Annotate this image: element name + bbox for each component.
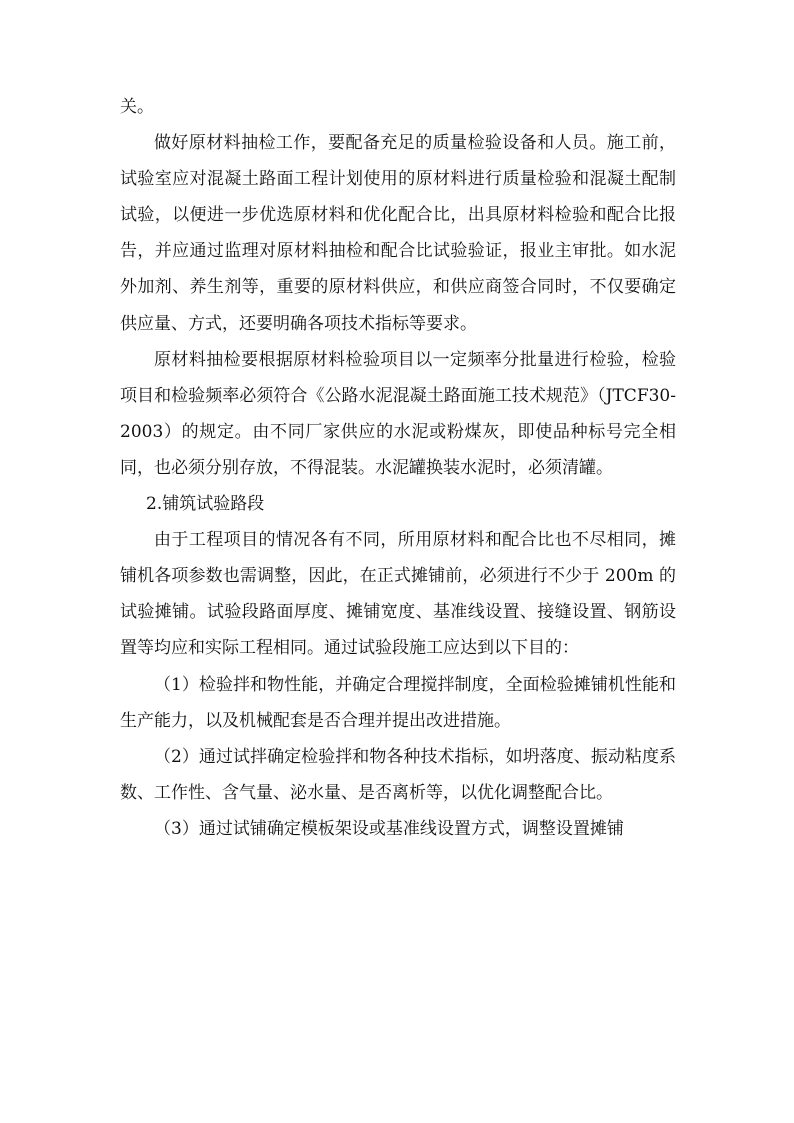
list-item-1: （1）检验拌和物性能，并确定合理搅拌制度，全面检验摊铺机性能和生产能力，以及机械配套是否合理并提出改进措施。 — [120, 674, 676, 731]
section-heading-trial-section: 2.铺筑试验路段 — [146, 494, 265, 515]
paragraph-trial-paving: 由于工程项目的情况各有不同，所用原材料和配合比也不尽相同，摊铺机各项参数也需调整，因此，在正式摊铺前，必须进行不少于 200m 的试验摊铺。试验段路面厚度、摊铺宽度、基准线设置、接缝设置、钢筋设置等均应和实际工程相同。通过试验段施工应达到以下目的： — [120, 530, 676, 659]
paragraph-material-sampling: 做好原材料抽检工作，要配备充足的质量检验设备和人员。施工前，试验室应对混凝土路面工程计划使用的原材料进行质量检验和混凝土配制试验，以便进一步优选原材料和优化配合比，出具原材料检验和配合比报告，并应通过监理对原材料抽检和配合比试验验证，报业主审批。如水泥外加剂、养生剂等，重要的原材料供应，和供应商签合同时，不仅要确定供应量、方式，还要明确各项技术指标等要求。 — [120, 133, 676, 334]
paragraph-sampling-standard: 原材料抽检要根据原材料检验项目以一定频率分批量进行检验，检验项目和检验频率必须符合《公路水泥混凝土路面施工技术规范》（JTCF30-2003）的规定。由不同厂家供应的水泥或粉煤灰，即使品种标号完全相同，也必须分别存放，不得混装。水泥罐换装水泥时，必须清罐。 — [120, 349, 676, 478]
document-page — [120, 89, 676, 847]
list-item-3: （3）通过试铺确定模板架设或基准线设置方式，调整设置摊铺 — [154, 818, 624, 839]
list-item-2: （2）通过试拌确定检验拌和物各种技术指标，如坍落度、振动粘度系数、工作性、含气量、泌水量、是否离析等，以优化调整配合比。 — [120, 746, 676, 803]
paragraph-continuation: 关。 — [120, 97, 154, 117]
